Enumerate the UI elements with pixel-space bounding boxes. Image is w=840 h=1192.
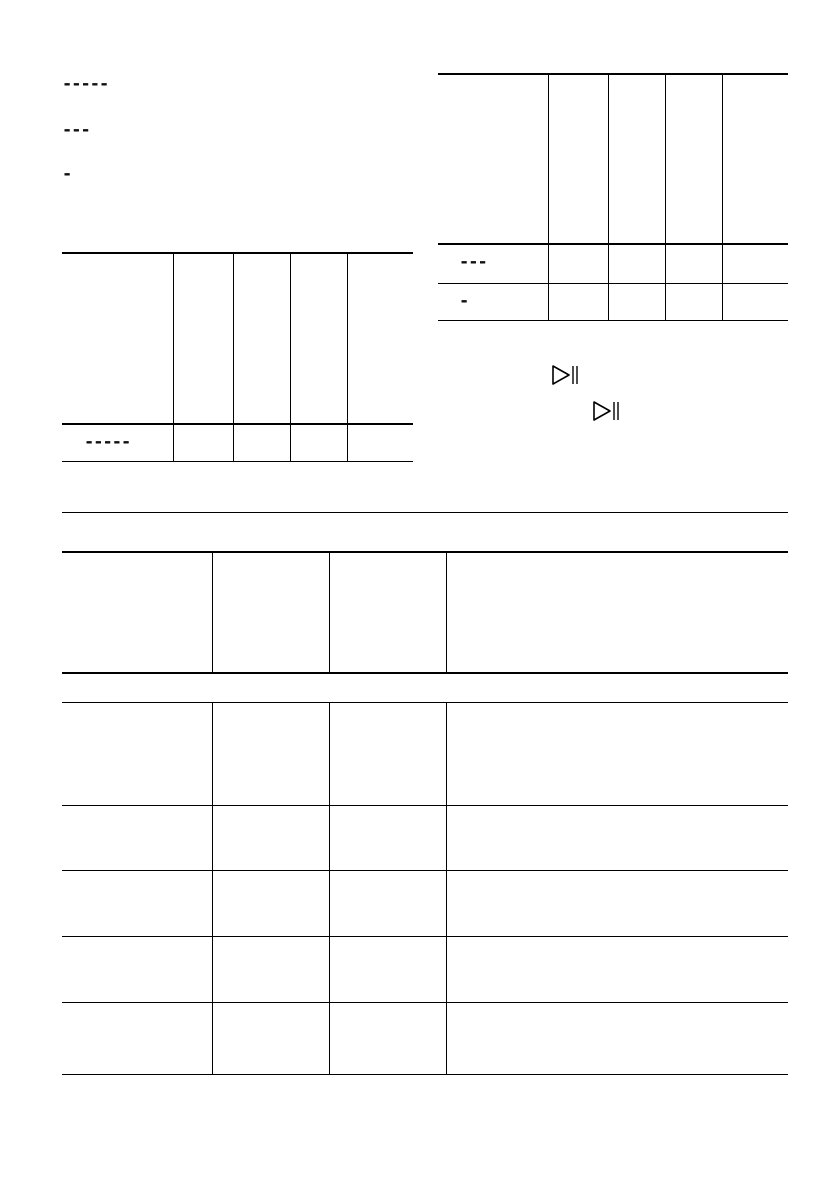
legend-item <box>62 120 90 140</box>
row-label: --- <box>459 252 487 272</box>
table-row-rule <box>62 870 788 871</box>
table-top-rule <box>62 551 788 553</box>
legend-item <box>62 74 108 94</box>
section-rule <box>62 512 788 513</box>
legend-item <box>62 164 71 184</box>
play-pause-icon <box>591 400 621 422</box>
column-divider <box>290 253 291 461</box>
legend-symbol: --- <box>62 120 90 140</box>
table-row-rule <box>62 805 788 806</box>
column-divider <box>665 74 666 320</box>
table-bottom-rule <box>62 461 413 462</box>
table-header-rule <box>62 672 788 674</box>
row-label: - <box>459 291 469 311</box>
column-divider <box>329 552 330 672</box>
column-divider <box>233 253 234 461</box>
column-divider <box>212 552 213 672</box>
table-bottom-rule <box>62 1074 788 1075</box>
table-row-rule <box>62 1002 788 1003</box>
column-divider <box>329 703 330 1074</box>
column-divider <box>446 703 447 1074</box>
table-header-rule <box>62 423 413 425</box>
column-divider <box>212 703 213 1074</box>
column-divider <box>446 552 447 672</box>
legend-symbol: ----- <box>62 74 109 94</box>
play-pause-icon <box>550 364 580 386</box>
column-divider <box>548 74 549 320</box>
table-bottom-rule <box>438 320 788 321</box>
table-top-rule <box>438 73 788 75</box>
column-divider <box>608 74 609 320</box>
table-row-rule <box>62 936 788 937</box>
table-row-rule <box>438 283 788 284</box>
table-header-rule <box>438 243 788 245</box>
row-label: ----- <box>84 432 131 452</box>
group-rule <box>62 702 788 703</box>
column-divider <box>347 253 348 461</box>
column-divider <box>173 253 174 461</box>
legend-symbol: - <box>62 164 72 184</box>
table-top-rule <box>62 252 413 254</box>
column-divider <box>722 74 723 320</box>
